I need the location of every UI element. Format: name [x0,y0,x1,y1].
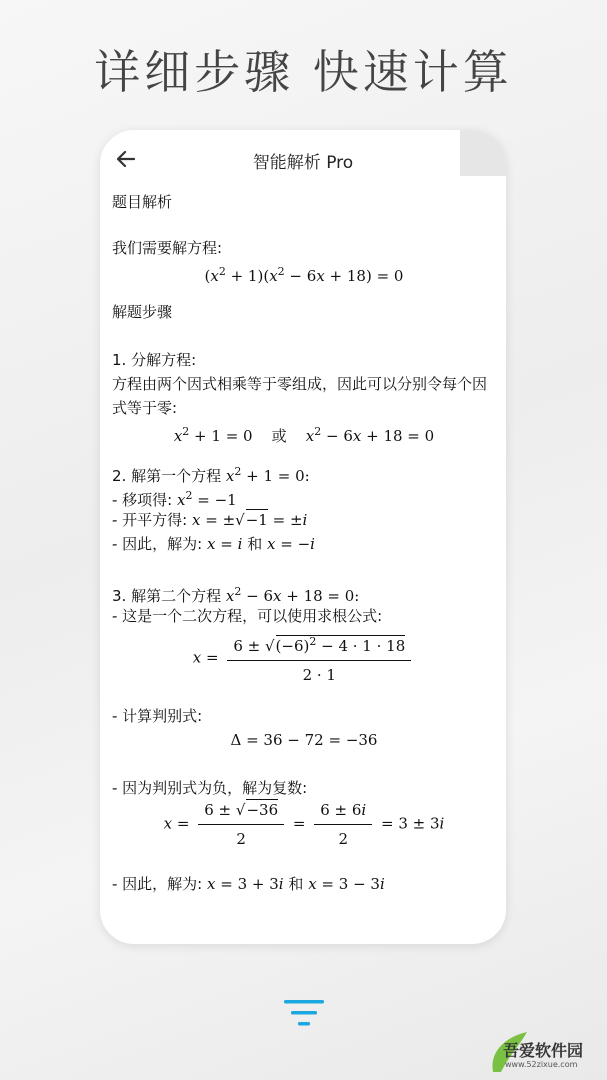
step2-title: 2. 解第一个方程 $x^2 + 1 = 0$: [112,465,310,485]
step2-title-text: 2. 解第一个方程 [112,467,222,485]
step1-text: 方程由两个因式相乘等于零组成，因此可以分别令每个因式等于零: [112,375,488,417]
final-label: - 因此，解为: [112,875,203,893]
intro-text: 我们需要解方程: [112,239,223,257]
filter-menu-icon[interactable] [282,996,326,1030]
steps-heading: 解题步骤 [112,303,173,321]
therefore-label: - 因此，解为: [112,535,203,553]
step3-title-text: 3. 解第二个方程 [112,587,222,605]
watermark-url: www.52zixue.com [505,1060,578,1069]
neg-label: - 因为判别式为负，解为复数: [112,779,308,797]
nav-bar [100,144,506,174]
move-label: - 移项得: [112,491,173,509]
and-word: 和 [247,535,263,553]
nav-title: 智能解析 Pro [252,153,354,173]
watermark-site: 吾爱软件园 [503,1041,584,1060]
final-result: - 因此，解为: x = 3 + 3i 和 x = 3 − 3i [112,875,385,893]
complex-solution: x = $\frac{6 \pm √-36}{2}$ = $\frac{6 \pm 6i}{2}$ = 3 ± 3i [112,798,496,851]
problem-heading: 题目解析 [112,193,173,211]
step2-sqrt: - 开平方得: x = ±√−1 = ±i [112,511,308,529]
discriminant-equation: Δ = 36 − 72 = −36 [230,731,378,749]
site-watermark [479,994,599,1074]
promo-headline: 详细步骤 快速计算 [94,45,513,99]
step3-quad-label: - 这是一个二次方程，可以使用求根公式: [112,607,383,625]
sqrt-label: - 开平方得: [112,511,188,529]
main-equation: $(x^2 + 1)(x^2 - 6x + 18) = 0$ [204,265,404,285]
step3-title: 3. 解第二个方程 $x^2 - 6x + 18 = 0$: [112,585,360,605]
step2-move: - 移项得: $x^2 = -1$ [112,489,237,509]
disc-label: - 计算判别式: [112,707,203,725]
and-word-2: 和 [288,875,304,893]
step2-result: - 因此，解为: x = i 和 x = −i [112,535,315,553]
step1-equations: $x^2 + 1 = 0$ 或 $x^2 - 6x + 18 = 0$ [173,425,435,445]
quadratic-formula: x = $\frac{6 \pm √(-6)^2 - 4 \cdot 1 \cdot 18}{2 \cdot 1}$ [112,630,496,687]
phone-frame [100,130,506,944]
or-word: 或 [271,427,287,445]
step1-title: 1. 分解方程: [112,351,197,369]
